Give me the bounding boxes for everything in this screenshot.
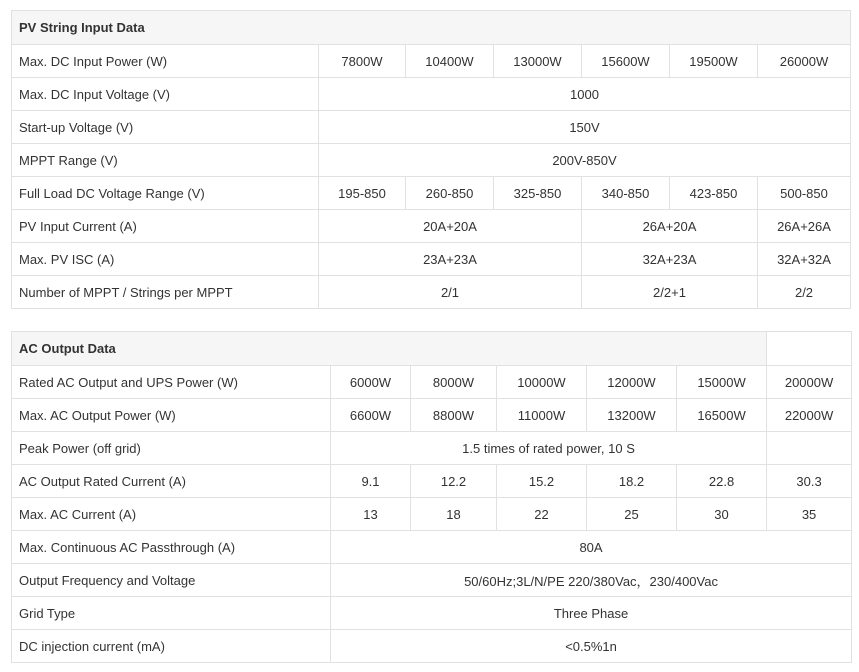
table-row xyxy=(12,465,852,498)
cell-value: 6600W xyxy=(331,399,411,432)
table-row xyxy=(12,564,852,597)
row-label: Max. Continuous AC Passthrough (A) xyxy=(12,531,331,564)
row-label: Full Load DC Voltage Range (V) xyxy=(12,177,319,210)
pv-section-title: PV String Input Data xyxy=(12,11,851,45)
cell-value: 2/1 xyxy=(319,276,582,309)
cell-value: <0.5%1n xyxy=(331,630,852,663)
table-row xyxy=(12,399,852,432)
cell-value: 30 xyxy=(677,498,767,531)
cell-value: 25 xyxy=(587,498,677,531)
row-label: Max. DC Input Voltage (V) xyxy=(12,78,319,111)
cell-value: 500-850 xyxy=(758,177,851,210)
cell-value: 8800W xyxy=(411,399,497,432)
cell-value: 1000 xyxy=(319,78,851,111)
cell-value: 80A xyxy=(331,531,852,564)
table-row xyxy=(12,597,852,630)
cell-value: 2/2 xyxy=(758,276,851,309)
table-row xyxy=(12,243,851,276)
cell-value: 325-850 xyxy=(494,177,582,210)
cell-value: 200V-850V xyxy=(319,144,851,177)
cell-value: 10000W xyxy=(497,366,587,399)
row-label: Max. AC Output Power (W) xyxy=(12,399,331,432)
cell-value: 50/60Hz;3L/N/PE 220/380Vac，230/400Vac xyxy=(331,564,852,597)
row-label: Max. DC Input Power (W) xyxy=(12,45,319,78)
cell-value: 32A+23A xyxy=(582,243,758,276)
table-row xyxy=(12,498,852,531)
ac-output-table xyxy=(11,331,852,663)
cell-value: 18 xyxy=(411,498,497,531)
cell-value: 11000W xyxy=(497,399,587,432)
cell-value: 26000W xyxy=(758,45,851,78)
cell-value: 15600W xyxy=(582,45,670,78)
cell-value: 22.8 xyxy=(677,465,767,498)
pv-input-table xyxy=(11,10,851,309)
cell-value: 22000W xyxy=(767,399,852,432)
table-row xyxy=(12,210,851,243)
cell-value: 10400W xyxy=(406,45,494,78)
table-row xyxy=(12,111,851,144)
cell-value: 18.2 xyxy=(587,465,677,498)
row-label: DC injection current (mA) xyxy=(12,630,331,663)
empty-cell xyxy=(767,432,852,465)
row-label: Start-up Voltage (V) xyxy=(12,111,319,144)
row-label: Grid Type xyxy=(12,597,331,630)
table-row xyxy=(12,531,852,564)
ac-section-header-row xyxy=(12,332,852,366)
cell-value: 6000W xyxy=(331,366,411,399)
cell-value: 20000W xyxy=(767,366,852,399)
table-row xyxy=(12,144,851,177)
row-label: Max. PV ISC (A) xyxy=(12,243,319,276)
row-label: Output Frequency and Voltage xyxy=(12,564,331,597)
cell-value: 13 xyxy=(331,498,411,531)
cell-value: 15.2 xyxy=(497,465,587,498)
cell-value: 32A+32A xyxy=(758,243,851,276)
cell-value: 26A+20A xyxy=(582,210,758,243)
cell-value: 1.5 times of rated power, 10 S xyxy=(331,432,767,465)
empty-cell xyxy=(767,332,852,366)
table-row xyxy=(12,45,851,78)
table-row xyxy=(12,78,851,111)
row-label: Rated AC Output and UPS Power (W) xyxy=(12,366,331,399)
row-label: Peak Power (off grid) xyxy=(12,432,331,465)
row-label: AC Output Rated Current (A) xyxy=(12,465,331,498)
cell-value: 260-850 xyxy=(406,177,494,210)
cell-value: 22 xyxy=(497,498,587,531)
cell-value: 26A+26A xyxy=(758,210,851,243)
cell-value: Three Phase xyxy=(331,597,852,630)
row-label: PV Input Current (A) xyxy=(12,210,319,243)
cell-value: 150V xyxy=(319,111,851,144)
cell-value: 35 xyxy=(767,498,852,531)
cell-value: 423-850 xyxy=(670,177,758,210)
cell-value: 13000W xyxy=(494,45,582,78)
ac-section-title: AC Output Data xyxy=(12,332,767,366)
cell-value: 7800W xyxy=(319,45,406,78)
cell-value: 16500W xyxy=(677,399,767,432)
row-label: MPPT Range (V) xyxy=(12,144,319,177)
cell-value: 15000W xyxy=(677,366,767,399)
table-row xyxy=(12,432,852,465)
cell-value: 13200W xyxy=(587,399,677,432)
row-label: Number of MPPT / Strings per MPPT xyxy=(12,276,319,309)
cell-value: 12000W xyxy=(587,366,677,399)
row-label: Max. AC Current (A) xyxy=(12,498,331,531)
cell-value: 2/2+1 xyxy=(582,276,758,309)
cell-value: 12.2 xyxy=(411,465,497,498)
cell-value: 195-850 xyxy=(319,177,406,210)
table-row xyxy=(12,630,852,663)
table-row xyxy=(12,276,851,309)
cell-value: 19500W xyxy=(670,45,758,78)
table-row xyxy=(12,366,852,399)
cell-value: 23A+23A xyxy=(319,243,582,276)
cell-value: 30.3 xyxy=(767,465,852,498)
cell-value: 340-850 xyxy=(582,177,670,210)
cell-value: 8000W xyxy=(411,366,497,399)
table-row xyxy=(12,177,851,210)
pv-section-header-row xyxy=(12,11,851,45)
cell-value: 20A+20A xyxy=(319,210,582,243)
cell-value: 9.1 xyxy=(331,465,411,498)
